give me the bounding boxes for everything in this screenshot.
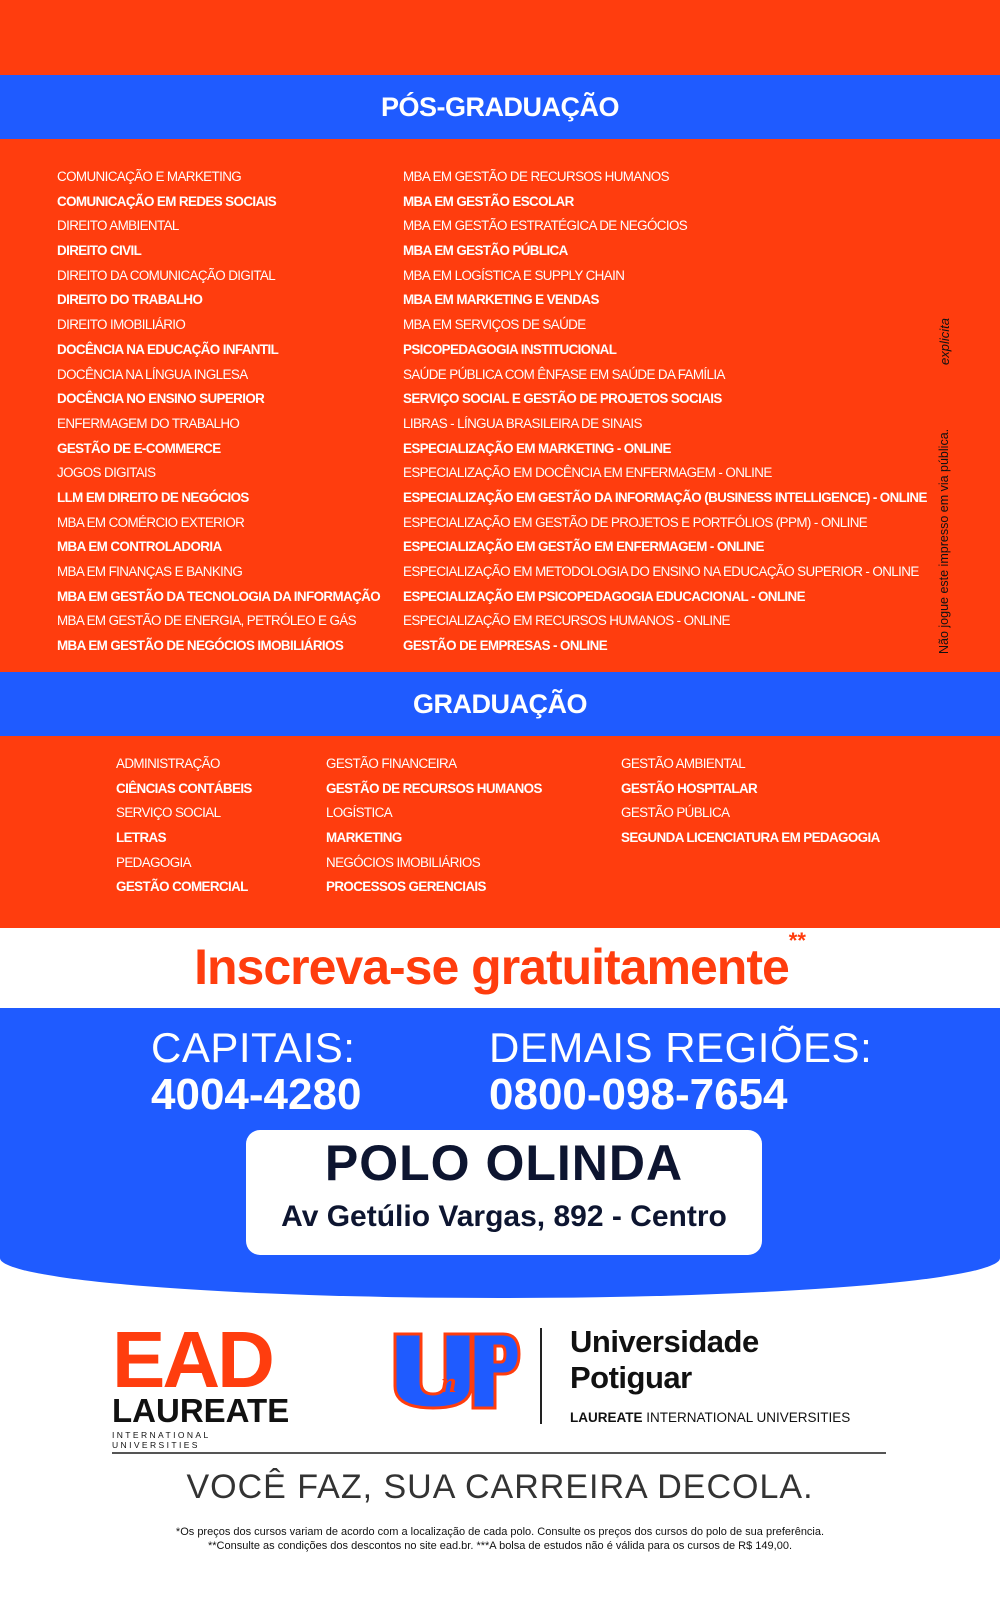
potiguar-wordmark: Potiguar xyxy=(570,1360,692,1395)
course-item: NEGÓCIOS IMOBILIÁRIOS xyxy=(326,854,481,870)
capitais-phone-number[interactable]: 4004-4280 xyxy=(151,1070,362,1119)
universidade-potiguar-logo xyxy=(570,1324,850,1425)
course-item: MBA EM GESTÃO ESTRATÉGICA DE NEGÓCIOS xyxy=(403,218,688,234)
capitais-label: CAPITAIS: xyxy=(151,1024,356,1071)
course-item: MBA EM FINANÇAS E BANKING xyxy=(57,564,243,579)
course-item: DIREITO DA COMUNICAÇÃO DIGITAL xyxy=(57,267,276,283)
logo-row xyxy=(0,1300,1000,1450)
demais-regioes-label: DEMAIS REGIÕES: xyxy=(489,1024,873,1071)
course-item: DOCÊNCIA NA LÍNGUA INGLESA xyxy=(57,366,248,382)
course-item: ESPECIALIZAÇÃO EM PSICOPEDAGOGIA EDUCACIONAL - ONLINE xyxy=(403,588,805,604)
course-item: DIREITO IMOBILIÁRIO xyxy=(57,317,186,333)
course-item: LLM EM DIREITO DE NEGÓCIOS xyxy=(57,489,249,505)
top-orange-band xyxy=(0,0,1000,75)
course-item: JOGOS DIGITAIS xyxy=(57,465,156,481)
svg-text:n: n xyxy=(441,1368,457,1399)
ead-wordmark: EAD xyxy=(112,1315,272,1404)
course-item: CIÊNCIAS CONTÁBEIS xyxy=(116,780,252,796)
course-item: ESPECIALIZAÇÃO EM METODOLOGIA DO ENSINO NA EDUCAÇÃO SUPERIOR - ONLINE xyxy=(403,564,919,579)
course-item: GESTÃO FINANCEIRA xyxy=(326,756,457,771)
polo-name: POLO OLINDA xyxy=(324,1135,684,1191)
course-item: SEGUNDA LICENCIATURA EM PEDAGOGIA xyxy=(621,830,880,846)
unp-logo-icon xyxy=(391,1330,521,1410)
course-item: SAÚDE PÚBLICA COM ÊNFASE EM SAÚDE DA FAMÍLIA xyxy=(403,366,725,382)
cta-headline: Inscreva-se gratuitamente xyxy=(194,939,789,995)
course-item: SERVIÇO SOCIAL E GESTÃO DE PROJETOS SOCIAIS xyxy=(403,391,722,407)
course-item: ENFERMAGEM DO TRABALHO xyxy=(57,415,240,431)
course-item: GESTÃO HOSPITALAR xyxy=(621,780,758,796)
contact-panel xyxy=(0,1008,1000,1298)
course-item: DOCÊNCIA NA EDUCAÇÃO INFANTIL xyxy=(57,341,279,357)
course-item: COMUNICAÇÃO EM REDES SOCIAIS xyxy=(57,193,277,209)
footnote-line-1: *Os preços dos cursos variam de acordo com a localização de cada polo. Consulte os preços dos cursos do polo de sua preferência. xyxy=(175,1526,825,1538)
pos-graduacao-course-list xyxy=(0,139,1000,672)
course-item: GESTÃO COMERCIAL xyxy=(116,879,248,895)
course-item: MBA EM GESTÃO DE NEGÓCIOS IMOBILIÁRIOS xyxy=(57,638,344,654)
course-item: MBA EM GESTÃO PÚBLICA xyxy=(403,243,568,259)
course-item: PROCESSOS GERENCIAIS xyxy=(326,879,486,895)
polo-address-box xyxy=(246,1130,762,1255)
laureate-tagline-rest: INTERNATIONAL UNIVERSITIES xyxy=(646,1410,851,1425)
footnote-line-2: **Consulte as condições dos descontos no site ead.br. ***A bolsa de estudos não é válida para os cursos de R$ 149,00. xyxy=(208,1540,792,1552)
laureate-tagline-bold: LAUREATE xyxy=(570,1410,643,1425)
course-item: ESPECIALIZAÇÃO EM RECURSOS HUMANOS - ONLINE xyxy=(403,613,730,629)
course-item: GESTÃO AMBIENTAL xyxy=(621,756,746,771)
course-item: LETRAS xyxy=(116,830,166,846)
course-item: MBA EM LOGÍSTICA E SUPPLY CHAIN xyxy=(403,267,625,283)
course-item: ESPECIALIZAÇÃO EM DOCÊNCIA EM ENFERMAGEM - ONLINE xyxy=(403,465,772,481)
course-item: LOGÍSTICA xyxy=(326,805,393,821)
course-item: ESPECIALIZAÇÃO EM GESTÃO DE PROJETOS E PORTFÓLIOS (PPM) - ONLINE xyxy=(403,514,868,530)
side-brand-mark: explicita xyxy=(937,318,952,365)
cta-footnote-mark: ** xyxy=(788,928,806,953)
course-item: DIREITO CIVIL xyxy=(57,243,142,259)
ead-laureate-wordmark: LAUREATE xyxy=(112,1392,290,1429)
course-item: DOCÊNCIA NO ENSINO SUPERIOR xyxy=(57,391,265,407)
pos-graduacao-right-column xyxy=(403,165,927,659)
course-item: GESTÃO DE EMPRESAS - ONLINE xyxy=(403,638,608,654)
course-item: MBA EM GESTÃO DA TECNOLOGIA DA INFORMAÇÃO xyxy=(57,588,381,604)
footnotes xyxy=(0,1525,1000,1553)
graduacao-banner xyxy=(0,672,1000,736)
course-item: MBA EM GESTÃO DE RECURSOS HUMANOS xyxy=(403,169,669,184)
demais-regioes-phone-number[interactable]: 0800-098-7654 xyxy=(489,1070,788,1119)
course-item: MBA EM MARKETING E VENDAS xyxy=(403,292,599,308)
course-item: MBA EM SERVIÇOS DE SAÚDE xyxy=(403,317,586,333)
graduacao-column-1 xyxy=(116,752,252,900)
course-item: ESPECIALIZAÇÃO EM GESTÃO DA INFORMAÇÃO (BUSINESS INTELLIGENCE) - ONLINE xyxy=(403,489,927,505)
course-item: DIREITO DO TRABALHO xyxy=(57,292,203,308)
course-item: MBA EM GESTÃO DE ENERGIA, PETRÓLEO E GÁS xyxy=(57,613,356,629)
logo-divider xyxy=(540,1328,542,1424)
course-item: GESTÃO DE RECURSOS HUMANOS xyxy=(326,780,542,796)
course-item: ESPECIALIZAÇÃO EM GESTÃO EM ENFERMAGEM - ONLINE xyxy=(403,539,764,555)
course-item: GESTÃO DE E-COMMERCE xyxy=(57,440,221,456)
demais-regioes-phone-block xyxy=(489,1024,872,1118)
divider-line xyxy=(112,1452,886,1454)
universidade-wordmark: Universidade xyxy=(570,1324,759,1359)
course-item: PEDAGOGIA xyxy=(116,854,191,870)
course-item: SERVIÇO SOCIAL xyxy=(116,805,221,821)
capitais-phone-block xyxy=(151,1024,361,1118)
graduacao-title: GRADUAÇÃO xyxy=(413,688,587,719)
side-disposal-note: Não jogue este impresso em via pública. xyxy=(937,428,951,654)
course-item: ESPECIALIZAÇÃO EM MARKETING - ONLINE xyxy=(403,440,671,456)
course-item: MARKETING xyxy=(326,830,402,846)
laureate-tagline xyxy=(570,1410,850,1425)
pos-graduacao-banner xyxy=(0,75,1000,139)
course-item: LIBRAS - LÍNGUA BRASILEIRA DE SINAIS xyxy=(403,415,642,431)
graduacao-course-list xyxy=(0,736,1000,928)
slogan: VOCÊ FAZ, SUA CARREIRA DECOLA. xyxy=(186,1468,814,1506)
pos-graduacao-title: PÓS-GRADUAÇÃO xyxy=(380,91,619,122)
graduacao-column-2 xyxy=(326,752,542,900)
course-item: PSICOPEDAGOGIA INSTITUCIONAL xyxy=(403,341,617,357)
signup-call-to-action xyxy=(0,928,1000,1008)
course-item: COMUNICAÇÃO E MARKETING xyxy=(57,169,242,184)
course-item: MBA EM GESTÃO ESCOLAR xyxy=(403,193,574,209)
course-item: MBA EM COMÉRCIO EXTERIOR xyxy=(57,514,245,530)
course-item: ADMINISTRAÇÃO xyxy=(116,756,220,771)
polo-address: Av Getúlio Vargas, 892 - Centro xyxy=(281,1200,727,1233)
graduacao-column-3 xyxy=(621,752,880,851)
course-item: MBA EM CONTROLADORIA xyxy=(57,539,222,555)
ead-international-universities: INTERNATIONAL UNIVERSITIES xyxy=(112,1430,211,1450)
pos-graduacao-left-column xyxy=(57,165,380,659)
course-item: DIREITO AMBIENTAL xyxy=(57,218,179,234)
ead-laureate-logo xyxy=(112,1315,302,1450)
course-item: GESTÃO PÚBLICA xyxy=(621,805,730,821)
